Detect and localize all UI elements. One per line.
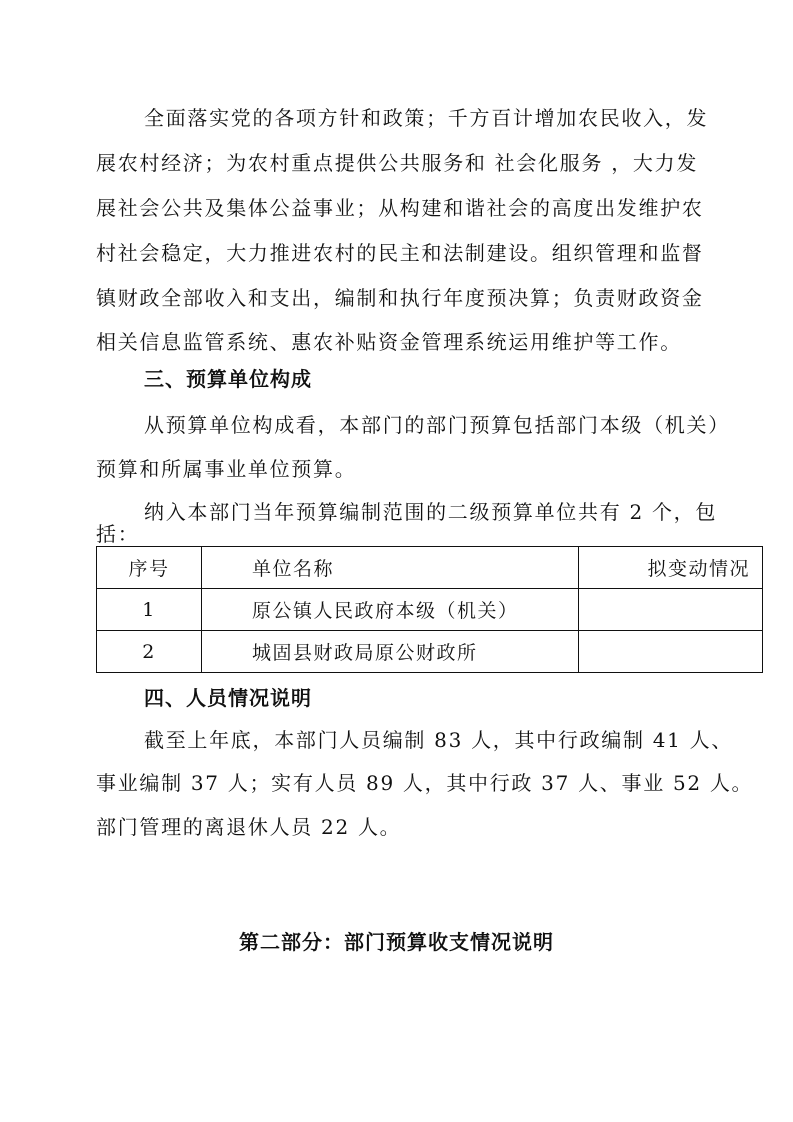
section-heading-budget-units: 三、预算单位构成 xyxy=(144,367,312,391)
text-line: 展农村经济；为农村重点提供公共服务和 社会化服务 ，大力发 xyxy=(96,151,699,175)
text-line: 纳入本部门当年预算编制范围的二级预算单位共有 2 个，包 xyxy=(144,500,718,524)
header-planned-change: 拟变动情况 xyxy=(579,547,763,589)
text-line: 部门管理的离退休人员 22 人。 xyxy=(96,815,402,839)
cell-planned-change xyxy=(579,631,763,673)
section-heading-personnel: 四、人员情况说明 xyxy=(144,686,312,710)
cell-serial-number: 2 xyxy=(97,631,202,673)
header-serial-number: 序号 xyxy=(97,547,202,589)
cell-unit-name: 城固县财政局原公财政所 xyxy=(202,631,579,673)
text-line: 事业编制 37 人；实有人员 89 人，其中行政 37 人、事业 52 人。 xyxy=(96,771,754,795)
cell-unit-name: 原公镇人民政府本级（机关） xyxy=(202,589,579,631)
header-unit-name: 单位名称 xyxy=(202,547,579,589)
text-line: 括： xyxy=(96,522,140,546)
text-line: 预算和所属事业单位预算。 xyxy=(96,457,357,481)
text-line: 镇财政全部收入和支出，编制和执行年度预决算；负责财政资金 xyxy=(96,286,704,310)
budget-units-table xyxy=(96,546,763,673)
table-header-row xyxy=(97,547,763,589)
part-two-title: 第二部分：部门预算收支情况说明 xyxy=(239,930,554,954)
text-line: 相关信息监管系统、惠农补贴资金管理系统运用维护等工作。 xyxy=(96,330,682,354)
cell-planned-change xyxy=(579,589,763,631)
text-line: 截至上年底，本部门人员编制 83 人，其中行政编制 41 人、 xyxy=(144,728,734,752)
text-line: 展社会公共及集体公益事业；从构建和谐社会的高度出发维护农 xyxy=(96,196,704,220)
text-line: 全面落实党的各项方针和政策；千方百计增加农民收入，发 xyxy=(144,106,709,130)
table-row xyxy=(97,631,763,673)
text-line: 从预算单位构成看，本部门的部门预算包括部门本级（机关） xyxy=(144,413,730,437)
text-line: 村社会稳定，大力推进农村的民主和法制建设。组织管理和监督 xyxy=(96,241,704,265)
table-row xyxy=(97,589,763,631)
cell-serial-number: 1 xyxy=(97,589,202,631)
